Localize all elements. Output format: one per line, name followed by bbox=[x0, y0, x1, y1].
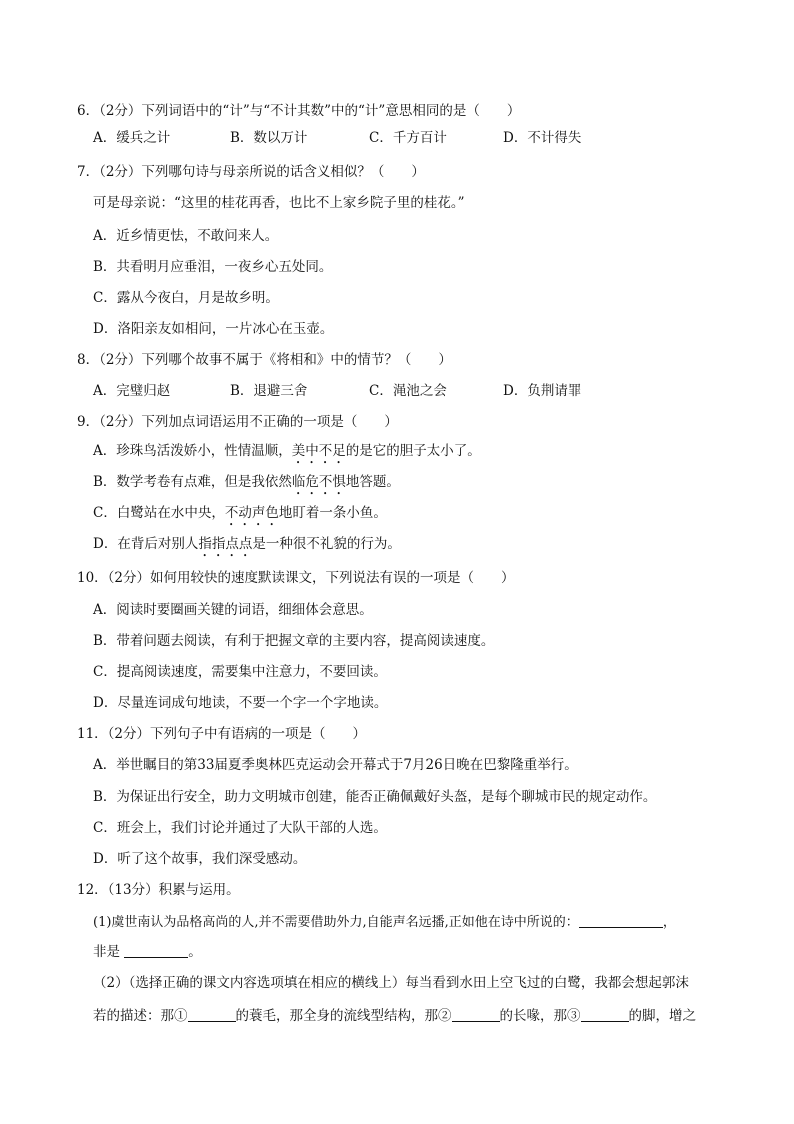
q6-option-a[interactable]: A．缓兵之计 bbox=[93, 130, 171, 146]
q11-option-a[interactable]: A．举世瞩目的第33届夏季奥林匹克运动会开幕式于7月26日晚在巴黎隆重举行。 bbox=[93, 757, 578, 773]
q12-part1-line2-pre: 非是 bbox=[93, 944, 120, 960]
q12-part2-text-a: 若的描述：那① bbox=[93, 1008, 188, 1024]
q7-option-c[interactable]: C．露从今夜白，月是故乡明。 bbox=[93, 290, 279, 306]
q12-part1-comma: ， bbox=[662, 915, 676, 930]
q12-part2-text-d: 的脚，增之 bbox=[628, 1008, 696, 1024]
q12-part2-blank-1[interactable] bbox=[188, 1006, 236, 1022]
q11-option-d[interactable]: D．听了这个故事，我们深受感动。 bbox=[93, 851, 307, 867]
q8-option-d[interactable]: D．负荆请罪 bbox=[503, 383, 582, 399]
q7-option-b[interactable]: B．共看明月应垂泪，一夜乡心五处同。 bbox=[93, 259, 333, 275]
q8-option-b[interactable]: B．退避三舍 bbox=[230, 383, 308, 399]
q12-part2-blank-3[interactable] bbox=[581, 1006, 629, 1022]
q11-option-c[interactable]: C．班会上，我们讨论并通过了大队干部的人选。 bbox=[93, 820, 387, 836]
q7-stem: 7．（2分）下列哪句诗与母亲所说的话含义相似？（ ） bbox=[77, 164, 425, 180]
q10-option-d[interactable]: D．尽量连词成句地读，不要一个字一个字地读。 bbox=[93, 695, 388, 711]
q8-option-c[interactable]: C．渑池之会 bbox=[369, 383, 447, 399]
q10-option-c[interactable]: C．提高阅读速度，需要集中注意力，不要回读。 bbox=[93, 664, 387, 680]
q6-stem: 6．（2分）下列词语中的“计”与“不计其数”中的“计”意思相同的是（ ） bbox=[77, 103, 521, 119]
q12-part1-blank-2[interactable] bbox=[124, 942, 188, 958]
q12-part1-blank-1[interactable] bbox=[579, 912, 663, 928]
q7-quote: 可是母亲说：“这里的桂花再香，也比不上家乡院子里的桂花。” bbox=[93, 195, 465, 211]
q9-option-d[interactable] bbox=[93, 534, 401, 560]
q9-b-text-before: B．数学考卷有点难，但是我依然 bbox=[93, 474, 292, 490]
q6-option-d[interactable]: D．不计得失 bbox=[503, 130, 582, 146]
q9-option-b[interactable] bbox=[93, 472, 400, 498]
q10-option-b[interactable]: B．带着问题去阅读，有利于把握文章的主要内容，提高阅读速度。 bbox=[93, 633, 495, 649]
q9-c-dotted-word: 不动声色 bbox=[224, 505, 279, 521]
q12-part2-blank-2[interactable] bbox=[452, 1006, 500, 1022]
q9-a-text-after: 的是它的胆子太小了。 bbox=[345, 443, 481, 459]
q9-d-dotted-word: 指指点点 bbox=[198, 536, 253, 552]
q8-option-a[interactable]: A．完璧归赵 bbox=[93, 383, 171, 399]
q10-stem: 10．（2分）如何用较快的速度默读课文，下列说法有误的一项是（ ） bbox=[77, 570, 515, 586]
q9-b-text-after: 地答题。 bbox=[345, 474, 400, 490]
q10-option-a[interactable]: A．阅读时要圈画关键的词语，细细体会意思。 bbox=[93, 602, 373, 618]
q9-a-text-before: A．珍珠鸟活泼娇小，性情温顺， bbox=[93, 443, 292, 459]
q9-a-dotted-word: 美中不足 bbox=[291, 443, 346, 459]
q9-option-c[interactable] bbox=[93, 503, 387, 529]
q12-part1-line2-post: 。 bbox=[188, 944, 202, 960]
q12-part2-text-c: 的长喙，那③ bbox=[499, 1008, 581, 1024]
q7-option-a[interactable]: A．近乡情更怯，不敢问来人。 bbox=[93, 228, 279, 244]
q8-stem: 8．（2分）下列哪个故事不属于《将相和》中的情节？（ ） bbox=[77, 352, 452, 368]
q9-d-text-before: D．在背后对别人 bbox=[93, 536, 199, 552]
q11-option-b[interactable]: B．为保证出行安全，助力文明城市创建，能否正确佩戴好头盔，是每个聊城市民的规定动作。 bbox=[93, 789, 657, 805]
q12-stem: 12．（13分）积累与运用。 bbox=[77, 882, 240, 898]
q9-b-dotted-word: 临危不惧 bbox=[291, 474, 346, 490]
q12-part1-line1 bbox=[93, 912, 676, 933]
q12-part2-line2 bbox=[93, 1006, 696, 1026]
q12-part2-line1: （2）（选择正确的课文内容选项填在相应的横线上）每当看到水田上空飞过的白鹭，我都会想起郭沫 bbox=[93, 975, 689, 991]
q12-part2-text-b: 的蓑毛，那全身的流线型结构，那② bbox=[235, 1008, 452, 1024]
q12-part1-text: (1)虞世南认为品格高尚的人,并不需要借助外力,自能声名远播,正如他在诗中所说的： bbox=[93, 915, 579, 930]
q9-d-text-after: 是一种很不礼貌的行为。 bbox=[252, 536, 401, 552]
q9-c-text-before: C．白鹭站在水中央， bbox=[93, 505, 225, 521]
q9-stem: 9．（2分）下列加点词语运用不正确的一项是（ ） bbox=[77, 414, 398, 430]
q6-option-b[interactable]: B．数以万计 bbox=[230, 130, 308, 146]
q12-part1-line2 bbox=[93, 942, 202, 962]
q6-option-c[interactable]: C．千方百计 bbox=[369, 130, 447, 146]
q9-c-text-after: 地盯着一条小鱼。 bbox=[278, 505, 387, 521]
q11-stem: 11．（2分）下列句子中有语病的一项是（ ） bbox=[77, 726, 367, 742]
q7-option-d[interactable]: D．洛阳亲友如相问，一片冰心在玉壶。 bbox=[93, 321, 334, 337]
q9-option-a[interactable] bbox=[93, 441, 481, 467]
